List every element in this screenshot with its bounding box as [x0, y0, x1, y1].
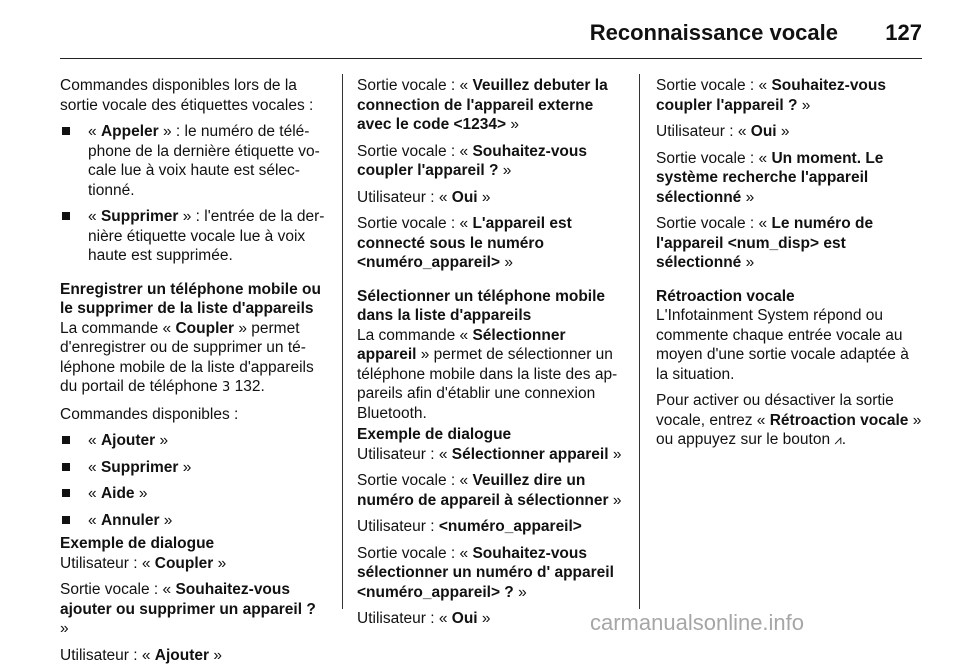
- paragraph: La commande « Sélectionner appareil » permet de sélectionner un téléphone mobile dans la liste des ap-pareils afin d'établir une connexion Bluetooth.: [357, 326, 618, 422]
- intro-text: Commandes disponibles lors de la sortie vocale des étiquettes vocales :: [60, 77, 314, 114]
- dialog-line: Utilisateur : « Oui »: [357, 610, 491, 627]
- bullet-annuler: « Annuler »: [60, 511, 328, 531]
- column-divider-1: [342, 74, 343, 609]
- square-bullet-icon: [62, 463, 70, 471]
- dialog-line: Sortie vocale : « Veuillez dire un numéro de appareil à sélectionner »: [357, 472, 622, 509]
- section-heading: Rétroaction vocale: [656, 287, 795, 305]
- voice-button-icon: ⩘: [834, 433, 842, 448]
- page-reference-arrow-icon: 3: [222, 380, 231, 395]
- bullet-appeler: « Appeler » : le numéro de télé-phone de la dernière étiquette vo-cale lue à voix haute est sélec-tionné.: [60, 122, 328, 200]
- header-rule: [60, 58, 922, 59]
- dialog-line: Utilisateur : « Sélectionner appareil »: [357, 445, 622, 463]
- column-divider-2: [639, 74, 640, 609]
- dialog-line: Utilisateur : « Ajouter »: [60, 646, 222, 664]
- section-heading: Exemple de dialogue: [60, 535, 215, 552]
- dialog-line: Sortie vocale : « Souhaitez-vous sélectionner un numéro d' appareil <numéro_appareil> ? »: [357, 544, 614, 601]
- square-bullet-icon: [62, 516, 70, 524]
- bullet-supprimer-2: « Supprimer »: [60, 458, 328, 478]
- watermark: carmanualsonline.info: [590, 610, 805, 635]
- paragraph: La commande « Coupler » permet d'enregistrer ou de supprimer un té-léphone mobile de la liste d'appareils du portail de téléphone 3 132.: [60, 319, 314, 395]
- column-3: [656, 76, 924, 458]
- bullet-supprimer: « Supprimer » : l'entrée de la der-nière étiquette vocale lue à voix haute est supprimée.: [60, 207, 328, 266]
- dialog-line: Utilisateur : « Coupler »: [60, 554, 227, 572]
- dialog-line: Utilisateur : « Oui »: [656, 123, 790, 140]
- available-commands-label: Commandes disponibles :: [60, 405, 239, 423]
- paragraph: L'Infotainment System répond ou commente chaque entrée vocale au moyen d'une sortie vocale adaptée à la situation.: [656, 307, 909, 383]
- section-heading: Exemple de dialogue: [357, 426, 512, 443]
- dialog-line: Utilisateur : <numéro_appareil>: [357, 518, 582, 535]
- page-number: 127: [885, 20, 922, 45]
- dialog-line: Sortie vocale : « L'appareil est connecté sous le numéro <numéro_appareil> »: [357, 215, 572, 271]
- dialog-line: Sortie vocale : « Souhaitez-vous coupler l'appareil ? »: [656, 77, 886, 114]
- column-2: [357, 76, 625, 636]
- square-bullet-icon: [62, 489, 70, 497]
- section-heading: Enregistrer un téléphone mobile ou le supprimer de la liste d'appareils: [60, 280, 321, 317]
- square-bullet-icon: [62, 436, 70, 444]
- square-bullet-icon: [62, 127, 70, 135]
- page-title: Reconnaissance vocale: [589, 20, 838, 45]
- dialog-line: Sortie vocale : « Le numéro de l'appareil <num_disp> est sélectionné »: [656, 215, 874, 271]
- square-bullet-icon: [62, 212, 70, 220]
- dialog-line: Sortie vocale : « Souhaitez-vous ajouter ou supprimer un appareil ? »: [60, 581, 316, 637]
- dialog-line: Sortie vocale : « Souhaitez-vous coupler l'appareil ? »: [357, 142, 587, 179]
- paragraph: Pour activer ou désactiver la sortie vocale, entrez « Rétroaction vocale » ou appuyez sur le bouton ⩘.: [656, 392, 922, 448]
- keyword: Appeler: [100, 123, 159, 140]
- dialog-line: Utilisateur : « Oui »: [357, 188, 491, 206]
- page-header: [0, 0, 960, 62]
- bullet-ajouter: « Ajouter »: [60, 431, 328, 451]
- column-1: [60, 76, 328, 672]
- dialog-line: Sortie vocale : « Veuillez debuter la connection de l'appareil externe avec le code <1234> »: [357, 77, 608, 133]
- bullet-aide: « Aide »: [60, 484, 328, 504]
- section-heading: Sélectionner un téléphone mobile dans la liste d'appareils: [357, 287, 606, 324]
- dialog-line: Sortie vocale : « Un moment. Le système recherche l'appareil sélectionné »: [656, 149, 884, 206]
- keyword: Supprimer: [100, 208, 179, 225]
